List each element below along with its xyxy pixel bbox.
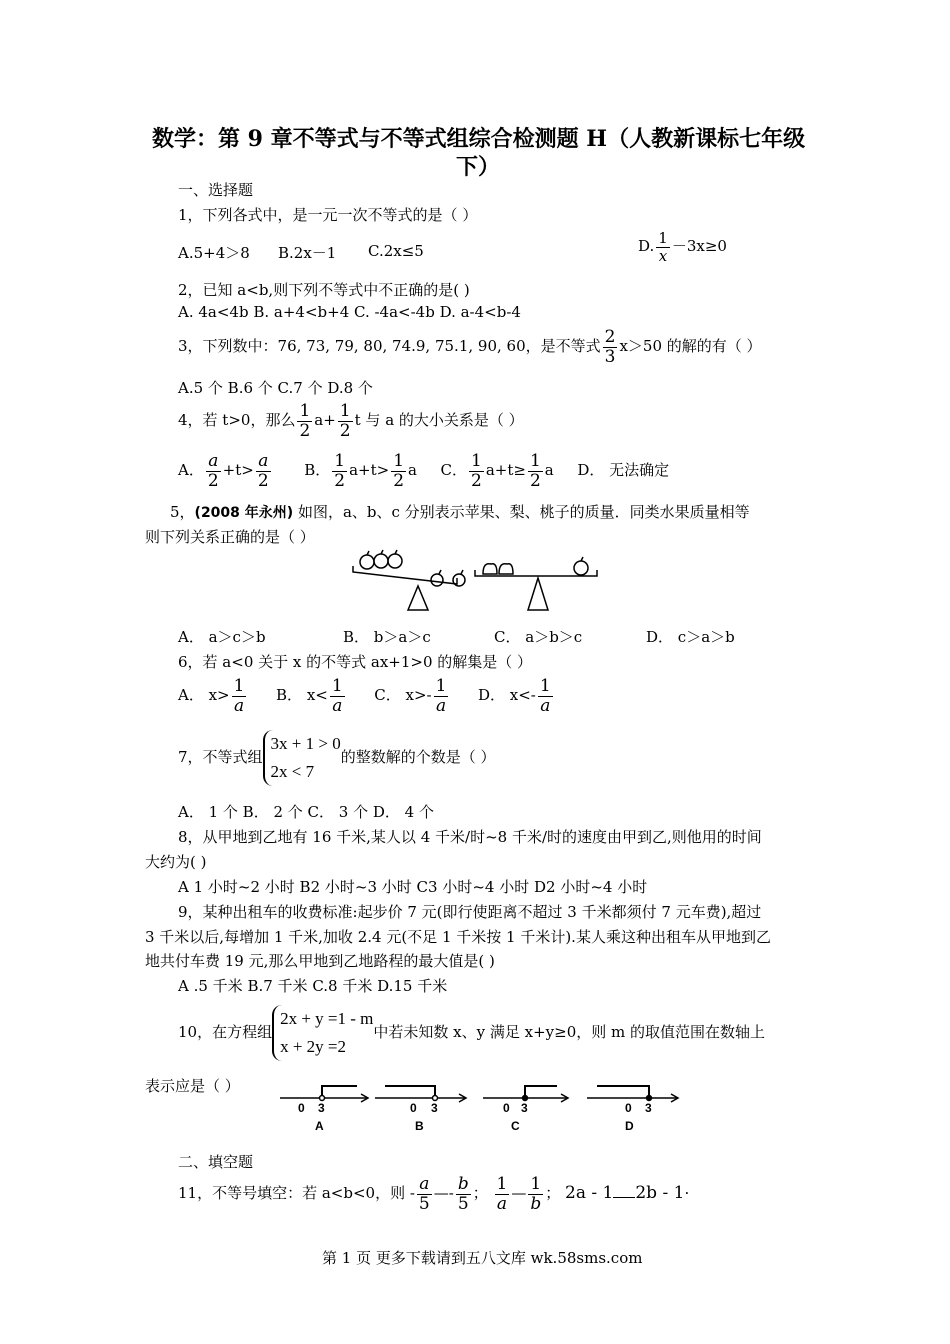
- q6-d: D． x<-: [477, 686, 536, 705]
- q10-eq2: x + 2y =2: [280, 1037, 347, 1056]
- question-8-line2: 大约为( ): [145, 853, 207, 871]
- q7-pre: 7，不等式组: [178, 748, 263, 766]
- q6-c-num: 1: [435, 676, 447, 696]
- q6-c-den: a: [435, 695, 447, 716]
- q5-option-b: B． b＞a＞c: [343, 628, 431, 646]
- q4-post: t 与 a 的大小关系是（ ）: [354, 411, 524, 430]
- q1-d-num: 1: [658, 229, 668, 247]
- number-line-c-zero: 0: [503, 1101, 510, 1115]
- q7-eq1: 3x + 1 > 0: [270, 734, 341, 753]
- q6-d-num: 1: [539, 676, 551, 696]
- q6-c: C． x>-: [374, 686, 432, 705]
- question-9-line3: 地共付车费 19 元,那么甲地到乙地路程的最大值是( ): [145, 952, 495, 970]
- q6-a: A． x>: [178, 686, 230, 705]
- q4-b-post: a: [408, 461, 417, 480]
- q7-post: 的整数解的个数是（ ）: [340, 748, 496, 766]
- q11-pre: 11，不等号填空：若 a<b<0，则 -: [178, 1184, 415, 1203]
- number-line-b-label: B: [415, 1119, 424, 1133]
- q4-frac-1: [297, 402, 312, 440]
- q1-d-post: －3x≥0: [671, 237, 727, 255]
- q11-sep-1: ；: [472, 1184, 488, 1203]
- number-line-a-label: A: [315, 1119, 324, 1133]
- q11-frac-b5-den: 5: [457, 1193, 469, 1214]
- q4-b-frac1-den: 2: [334, 470, 346, 491]
- q6-d-den: a: [540, 695, 551, 716]
- q11-frac-a5-den: 5: [418, 1193, 430, 1214]
- apple-1: [360, 555, 374, 569]
- q11-sep-2: ；: [545, 1184, 561, 1203]
- q5-option-c: C． a＞b＞c: [494, 628, 583, 646]
- q6-a-num: 1: [233, 676, 245, 696]
- q3-options: A.5 个 B.6 个 C.7 个 D.8 个: [178, 379, 373, 397]
- section-heading-fill: 二、填空题: [178, 1153, 254, 1171]
- q5-post: 如图，a、b、c 分别表示苹果、梨、桃子的质量．同类水果质量相等: [293, 503, 750, 521]
- number-line-options: [275, 1078, 685, 1134]
- left-scale-fulcrum: [408, 586, 428, 610]
- q4-c-frac1: [469, 452, 484, 490]
- q11-blank-1: —: [433, 1184, 449, 1203]
- q6-a-den: a: [233, 695, 245, 716]
- number-line-a-three: 3: [318, 1101, 325, 1115]
- q10-pre: 10，在方程组: [178, 1023, 273, 1041]
- q4-b-frac1: [332, 452, 347, 490]
- question-3-stem: [178, 328, 762, 366]
- q4-options: [178, 452, 669, 490]
- q4-a-frac2: [256, 452, 271, 490]
- q11-frac-1b: [528, 1175, 543, 1213]
- q11-blank-2: —: [511, 1184, 527, 1203]
- q4-c-frac1-num: 1: [471, 451, 482, 471]
- q4-a-frac1-den: 2: [207, 470, 219, 491]
- q9-options: A .5 千米 B.7 千米 C.8 千米 D.15 千米: [178, 977, 448, 995]
- q1-option-d: [638, 230, 727, 264]
- q4-c-post: a: [544, 461, 554, 480]
- q4-frac-2-num: 1: [339, 401, 351, 421]
- q6-options: [178, 677, 555, 715]
- q11-frac-b5: [456, 1175, 471, 1213]
- q6-b-den: a: [332, 695, 343, 716]
- number-line-d-three: 3: [645, 1101, 652, 1115]
- q4-a-mid: +t>: [222, 461, 254, 480]
- q4-frac-1-num: 1: [299, 401, 311, 421]
- q1-d-fraction: [656, 230, 670, 264]
- number-line-c-label: C: [511, 1119, 520, 1133]
- number-line-b-point: [433, 1096, 438, 1101]
- q7-system: [263, 730, 341, 786]
- q11-frac-a5-num: a: [417, 1175, 432, 1195]
- q4-frac-1-den: 2: [299, 420, 311, 441]
- number-line-d-label: D: [625, 1119, 634, 1133]
- apple-2: [374, 554, 388, 568]
- q3-num: 2: [604, 327, 616, 347]
- q6-b-frac: [330, 677, 345, 715]
- q4-frac-2: [338, 402, 353, 440]
- q5-option-d: D． c＞a＞b: [646, 628, 735, 646]
- q4-b-frac2-num: 1: [393, 451, 405, 471]
- page-title-line2: 下）: [456, 154, 501, 180]
- q4-c-pre: C．: [440, 461, 468, 480]
- q4-c-frac2-den: 2: [529, 470, 541, 491]
- q5-pre: 5，: [170, 503, 195, 521]
- q3-den: 3: [604, 346, 616, 367]
- apple-4-stem: [581, 557, 583, 561]
- q10-system: [272, 1005, 373, 1061]
- q6-c-frac: [434, 677, 449, 715]
- page-footer: 第 1 页 更多下载请到五八文库 wk.58sms.com: [322, 1249, 643, 1267]
- q10-post: 中若未知数 x、y 满足 x+y≥0，则 m 的取值范围在数轴上: [373, 1023, 766, 1041]
- peach-2: [453, 574, 465, 586]
- q4-b-frac2: [391, 452, 406, 490]
- q1-option-b: B.2x－1: [278, 244, 337, 262]
- q4-pre: 4，若 t>0，那么: [178, 411, 296, 430]
- question-9-line1: 9，某种出租车的收费标准:起步价 7 元(即行使距离不超过 3 千米都须付 7 元车费),超过: [178, 903, 762, 921]
- apple-4: [574, 561, 588, 575]
- question-5-line1: [170, 501, 750, 522]
- right-scale-fulcrum: [528, 578, 548, 610]
- q4-frac-2-den: 2: [339, 420, 351, 441]
- q11-tail-2: 2b - 1: [635, 1183, 685, 1204]
- question-2-stem: 2，已知 a<b,则下列不等式中不正确的是( ): [178, 281, 470, 299]
- q2-options: A. 4a<4b B. a+4<b+4 C. -4a<-4b D. a-4<b-4: [178, 303, 521, 321]
- q4-c-frac1-den: 2: [471, 470, 482, 491]
- number-line-c-ray: [525, 1086, 557, 1098]
- q4-a-frac1: [206, 452, 221, 490]
- section-heading-choice: 一、选择题: [178, 181, 254, 199]
- q4-b-frac2-den: 2: [393, 470, 405, 491]
- q11-blank-3: [613, 1197, 635, 1198]
- number-line-a-zero: 0: [298, 1101, 305, 1115]
- q1-d-prefix: D.: [638, 237, 655, 255]
- question-11: [178, 1175, 689, 1213]
- q6-a-frac: [232, 677, 247, 715]
- q11-end-dot: ·: [684, 1184, 690, 1203]
- q3-post: x＞50 的解的有（ ）: [619, 337, 762, 356]
- question-9-line2: 3 千米以后,每增加 1 千米,加收 2.4 元(不足 1 千米按 1 千米计).某人乘这种出租车从甲地到乙: [145, 928, 771, 946]
- q4-c-mid: a+t≥: [485, 461, 526, 480]
- q6-b-num: 1: [331, 676, 343, 696]
- number-line-c-point: [523, 1096, 528, 1101]
- number-line-a-ray: [322, 1086, 357, 1098]
- q11-frac-1a-num: 1: [496, 1174, 508, 1194]
- pear-2: [499, 564, 513, 574]
- question-7-stem: [178, 730, 496, 786]
- q4-a-pre: A．: [178, 461, 204, 480]
- question-6-stem: 6，若 a<0 关于 x 的不等式 ax+1>0 的解集是（ ）: [178, 653, 533, 671]
- q4-a-frac2-den: 2: [257, 470, 269, 491]
- peach-1: [431, 574, 443, 586]
- q6-d-frac: [538, 677, 553, 715]
- q11-frac-1a-den: a: [496, 1193, 507, 1214]
- q1-option-c: C.2x≤5: [368, 242, 424, 260]
- q11-frac-a5: [417, 1175, 432, 1213]
- number-line-d-ray: [597, 1086, 649, 1098]
- q3-fraction: [603, 328, 618, 366]
- number-line-a-point: [320, 1096, 325, 1101]
- q8-options: A 1 小时~2 小时 B2 小时~3 小时 C3 小时~4 小时 D2 小时~4 小时: [178, 878, 648, 896]
- question-10-line2: 表示应是（ ）: [145, 1077, 240, 1095]
- q4-c-frac2: [528, 452, 543, 490]
- question-1-stem: 1，下列各式中，是一元一次不等式的是（ ）: [178, 206, 478, 224]
- question-10-stem: [178, 1005, 765, 1061]
- q1-option-a: A.5+4＞8: [178, 244, 250, 262]
- number-line-c-three: 3: [521, 1101, 528, 1115]
- q4-d: D． 无法确定: [577, 461, 670, 480]
- q4-c-frac2-num: 1: [529, 451, 541, 471]
- number-line-d-zero: 0: [625, 1101, 632, 1115]
- q7-eq2: 2x < 7: [270, 762, 315, 781]
- q11-frac-1b-den: b: [530, 1193, 542, 1214]
- question-8-line1: 8，从甲地到乙地有 16 千米,某人以 4 千米/时~8 千米/时的速度由甲到乙,则他用的时间: [178, 828, 762, 846]
- q11-tail-1: 2a - 1: [565, 1183, 614, 1204]
- balance-scales-figure: [345, 546, 605, 612]
- q4-a-frac1-num: a: [206, 452, 221, 472]
- q11-frac-1b-num: 1: [528, 1175, 543, 1195]
- q5-source: (2008 年永州): [194, 505, 294, 521]
- q11-minus: -: [448, 1184, 454, 1203]
- q1-d-den: x: [658, 246, 668, 265]
- q7-options: A． 1 个 B． 2 个 C． 3 个 D． 4 个: [178, 803, 434, 821]
- q4-a-frac2-num: a: [256, 452, 271, 472]
- pear-1: [483, 564, 497, 574]
- q5-option-a: A． a＞c＞b: [178, 628, 266, 646]
- q4-mid: a+: [314, 411, 336, 430]
- q11-frac-1a: [495, 1175, 510, 1213]
- q4-b-mid: a+t>: [349, 461, 390, 480]
- apple-3: [388, 554, 402, 568]
- q3-pre: 3，下列数中：76, 73, 79, 80, 74.9, 75.1, 90, 60，是不等式: [178, 337, 601, 356]
- q4-b-frac1-num: 1: [334, 451, 346, 471]
- page-title-line1: 数学：第 9 章不等式与不等式组综合检测题 H（人教新课标七年级: [152, 126, 806, 152]
- question-5-line2: 则下列关系正确的是（ ）: [145, 528, 315, 546]
- q10-eq1: 2x + y =1 - m: [280, 1009, 374, 1028]
- number-line-b-three: 3: [431, 1101, 438, 1115]
- q6-b: B． x<: [276, 686, 328, 705]
- number-line-d-point: [647, 1096, 652, 1101]
- q11-frac-b5-num: b: [457, 1174, 469, 1194]
- number-line-b-ray: [385, 1086, 435, 1098]
- question-4-stem: [178, 402, 524, 440]
- number-line-b-zero: 0: [410, 1101, 417, 1115]
- q4-b-pre: B．: [304, 461, 331, 480]
